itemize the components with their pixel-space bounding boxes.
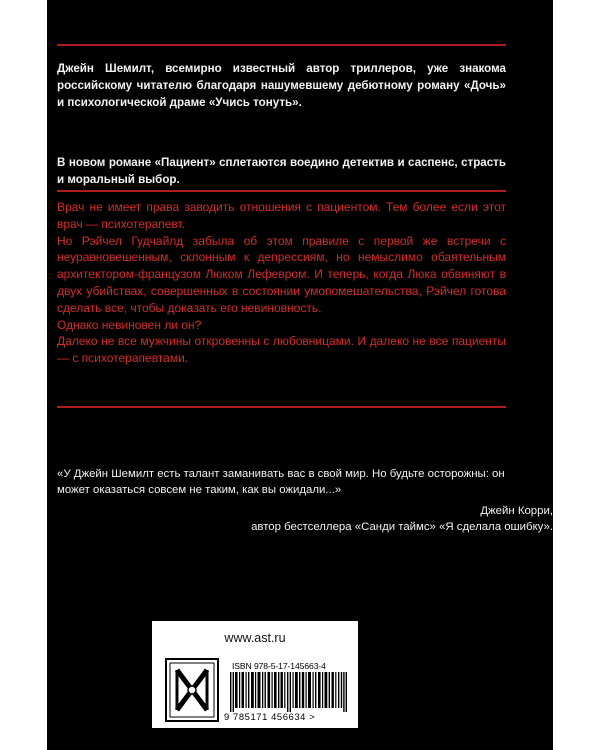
publisher-url[interactable]: www.ast.ru <box>224 631 286 645</box>
quote-author-credit: автор бестселлера «Санди таймс» «Я сделала ошибку». <box>251 521 553 533</box>
pitch-paragraph: В новом романе «Пациент» сплетаются воедино детектив и саспенс, страсть и моральный выбор. <box>57 156 506 186</box>
review-quote: «У Джейн Шемилт есть талант заманивать вас в свой мир. Но будьте осторожны: он может оказаться совсем не таким, как вы ожидали...» <box>57 468 505 496</box>
quote-attribution <box>251 503 553 535</box>
synopsis-paragraph-1: Врач не имеет права заводить отношения с пациентом. Тем более если этот врач — психотерапевт. <box>57 200 506 231</box>
divider-bottom <box>57 406 506 408</box>
synopsis-paragraph-2: Но Рэйчел Гудчайлд забыла об этом правиле с первой же встречи с неуравновешенным, склонным к депрессиям, но немыслимо обаятельным архитектором-французом Люком Лефевром. И теперь, когда Люка обвиняют в двух убийствах, совершенных в состоянии умопомешательства, Рэйчел готова сделать все, чтобы доказать его невиновность. <box>57 233 506 315</box>
barcode-number: 9 785171 456634 > <box>224 711 316 722</box>
barcode-icon <box>230 672 347 712</box>
synopsis-paragraph-4: Далеко не все мужчины откровенны с любовницами. И далеко не все пациенты — с психотерапевтами. <box>57 334 506 366</box>
synopsis-paragraph-3: Однако невиновен ли он? <box>57 317 202 332</box>
isbn-label: ISBN 978-5-17-145663-4 <box>232 661 326 671</box>
publisher-logo-icon <box>165 658 219 722</box>
divider-middle <box>57 190 506 192</box>
publisher-panel <box>152 621 358 728</box>
intro-paragraph: Джейн Шемилт, всемирно известный автор триллеров, уже знакома российскому читателю благодаря нашумевшему дебютному роману «Дочь» и психологической драме «Учись тонуть». <box>57 62 506 109</box>
synopsis <box>57 199 506 367</box>
divider-top <box>57 44 506 46</box>
quote-author: Джейн Корри, <box>480 505 553 517</box>
